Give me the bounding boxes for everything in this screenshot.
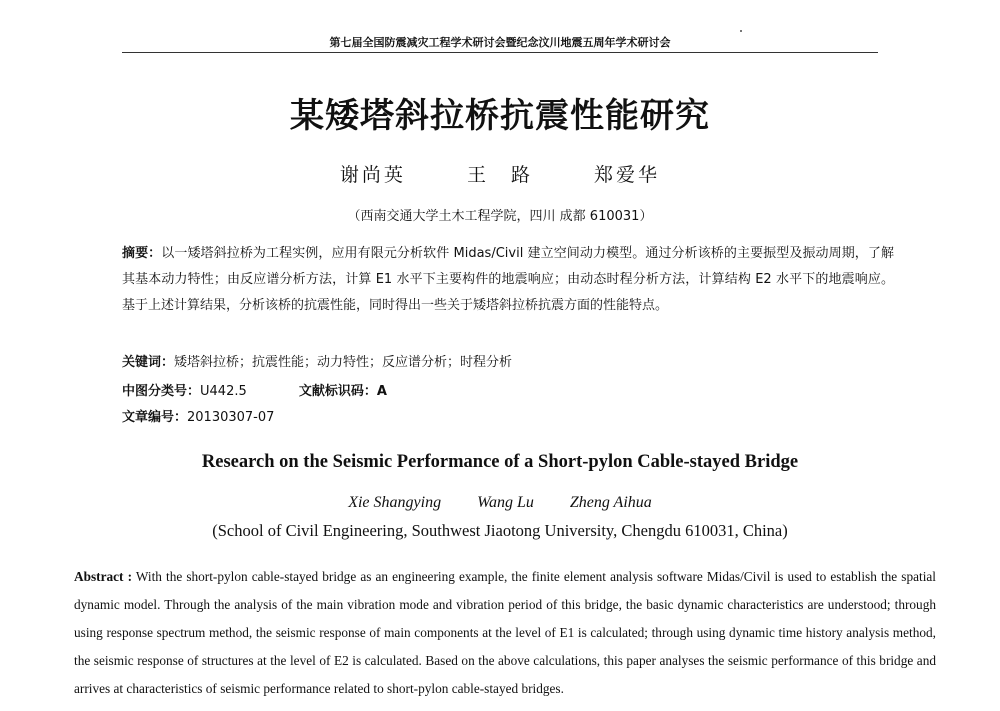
author-en-1: Xie Shangying	[348, 494, 442, 511]
running-head: 第七届全国防震减灾工程学术研讨会暨纪念汶川地震五周年学术研讨会	[122, 34, 878, 53]
doc-code-label: 文献标识码：	[298, 384, 377, 399]
affiliation-cn: （西南交通大学土木工程学院，四川 成都 610031）	[347, 209, 653, 224]
author-cn-3: 郑爱华	[594, 164, 661, 186]
author-cn-2: 王 路	[466, 164, 533, 186]
keywords-cn	[122, 350, 512, 376]
keywords-cn-text: 矮塔斜拉桥；抗震性能；动力特性；反应谱分析；时程分析	[174, 355, 513, 370]
keywords-cn-label: 关键词：	[122, 355, 175, 370]
author-en-3: Zheng Aihua	[569, 494, 652, 511]
abstract-en-label: Abstract :	[74, 569, 132, 584]
article-number-line	[122, 405, 274, 431]
classification-line	[122, 379, 387, 405]
author-en-2: Wang Lu	[477, 494, 534, 511]
article-number-label: 文章编号：	[122, 410, 188, 425]
paper-title-en: Research on the Seismic Performance of a Short-pylon Cable-stayed Bridge	[201, 452, 799, 472]
article-number-value: 20130307-07	[187, 410, 275, 425]
abstract-cn-label: 摘要：	[122, 246, 162, 261]
paper-title-cn: 某矮塔斜拉桥抗震性能研究	[290, 96, 710, 136]
author-cn-1: 谢尚英	[339, 164, 406, 186]
doc-code-value: A	[376, 384, 387, 399]
abstract-cn	[122, 241, 894, 319]
class-number-value: U442.5	[200, 384, 247, 399]
abstract-cn-text: 以一矮塔斜拉桥为工程实例，应用有限元分析软件 Midas/Civil 建立空间动力模型。通过分析该桥的主要振型及振动周期，了解其基本动力特性；由反应谱分析方法，计算 E1 水平下主要构件的地震响应；由动态时程分析方法，计算结构 E2 水平下的地震响应。基于上述计算结果，分析该桥的抗震性能，同时得出一些关于矮塔斜拉桥抗震方面的性能特点。	[122, 246, 894, 313]
scan-mark	[740, 30, 742, 32]
abstract-en-text: With the short-pylon cable-stayed bridge as an engineering example, the finite element analysis software Midas/Civil is used to establish the spatial dynamic model. Through the analysis of the main vibration mode and vibration period of this bridge, the basic dynamic characteristics are understood; through using response spectrum method, the seismic response of main components at the level of E1 is calculated; through using dynamic time history analysis method, the seismic response of structures at the level of E2 is calculated. Based on the above calculations, this paper analyses the seismic performance of this bridge and arrives at characteristics of seismic performance related to short-pylon cable-stayed bridges.	[74, 569, 936, 696]
class-number-label: 中图分类号：	[122, 384, 201, 399]
authors-cn	[0, 160, 1000, 187]
affiliation-en: (School of Civil Engineering, Southwest Jiaotong University, Chengdu 610031, China)	[212, 521, 788, 540]
abstract-en	[74, 563, 936, 703]
authors-en	[0, 494, 1000, 512]
